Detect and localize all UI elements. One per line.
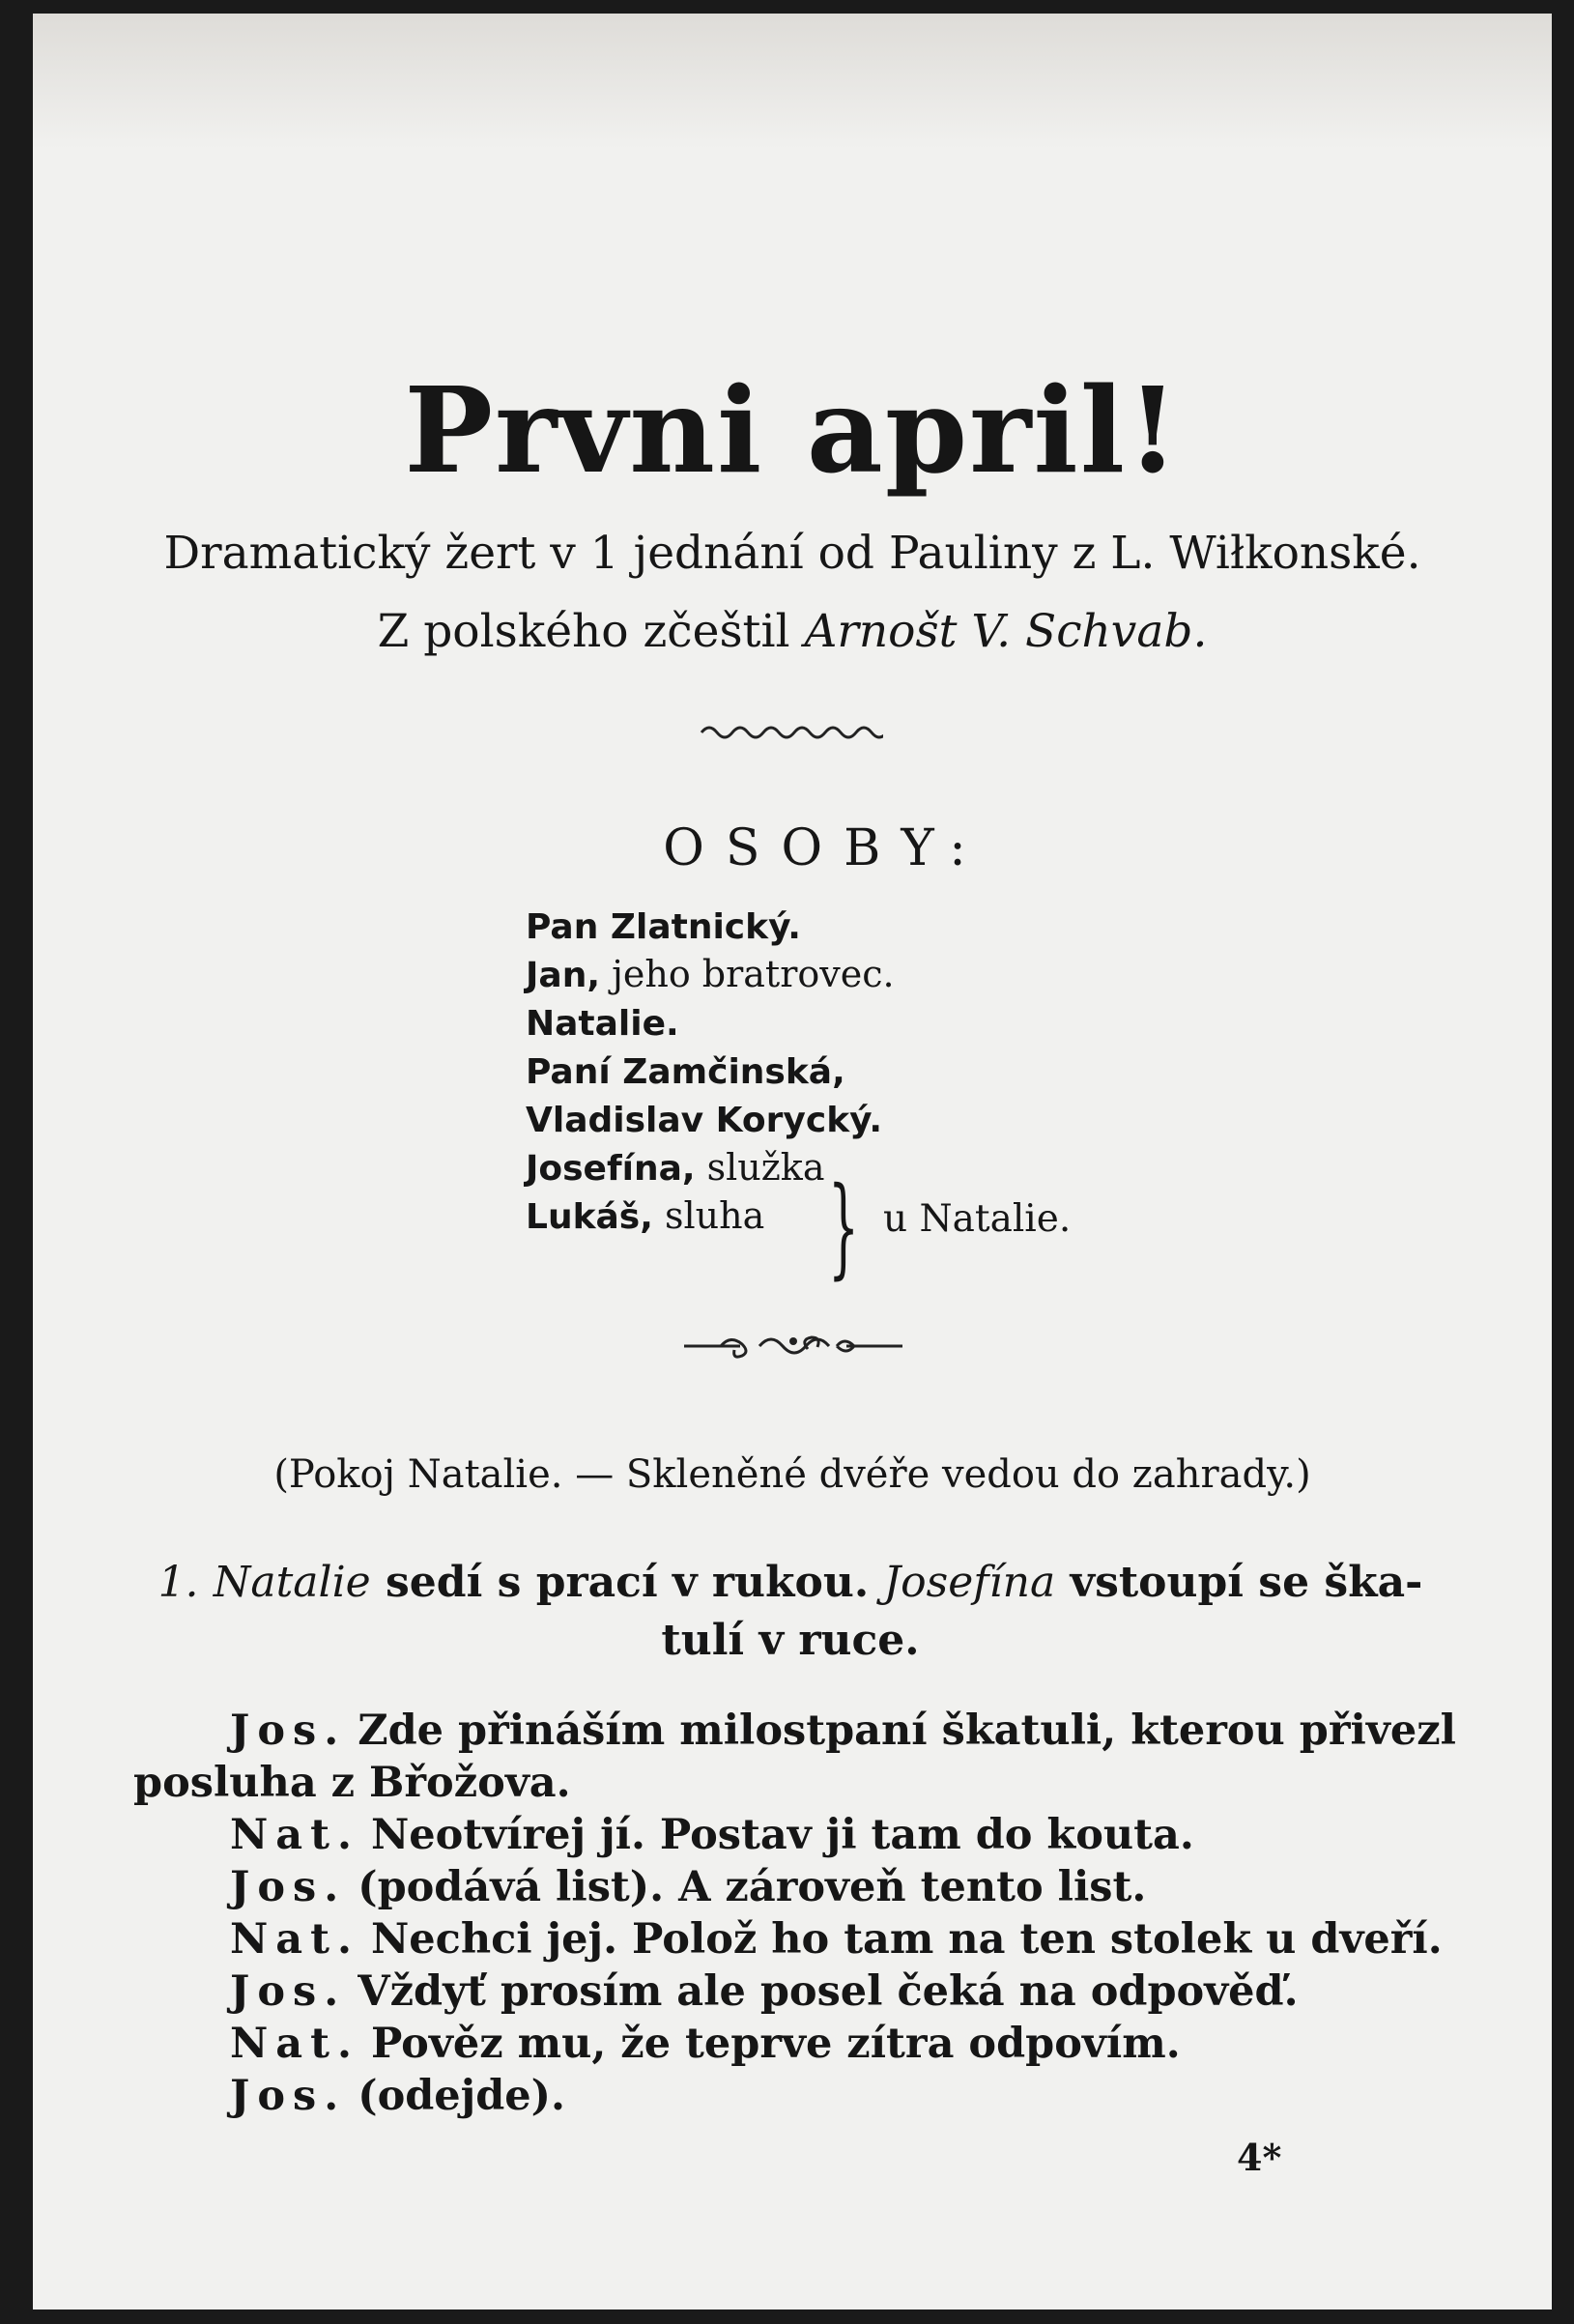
scene-direction	[133, 1554, 1447, 1670]
translator-line	[33, 605, 1552, 658]
scene-character: Josefína	[883, 1558, 1056, 1607]
speaker: Nat.	[230, 1915, 359, 1964]
dialogue-line: Nat. Neotvírej jí. Postav ji tam do kouta.	[230, 1811, 1194, 1859]
ornament-divider-icon	[682, 1330, 904, 1363]
cast-heading: OSOBY:	[663, 819, 987, 877]
speaker: Jos.	[230, 1967, 347, 2016]
play-title: Prvni april!	[404, 360, 1181, 500]
dialogue-line: posluha z Břožova.	[133, 1759, 571, 1807]
translator-name: Arnošt V. Schvab.	[804, 605, 1208, 658]
translator-prefix: Z polského zčeštil	[377, 605, 790, 658]
dialogue-line: Jos. (podává list). A zároveň tento list.	[230, 1863, 1147, 1911]
cast-item: Natalie.	[526, 1004, 679, 1044]
cast-item: Pan Zlatnický.	[526, 907, 801, 947]
speaker: Nat.	[230, 1811, 359, 1859]
brace-icon: }	[828, 1164, 860, 1290]
page-number: 4*	[1237, 2136, 1282, 2179]
wavy-divider-icon	[700, 721, 883, 742]
dialogue-line: Nat. Pověz mu, že teprve zítra odpovím.	[230, 2020, 1181, 2068]
dialogue-line: Jos. Vždyť prosím ale posel čeká na odpověď.	[230, 1967, 1299, 2016]
setting-description: (Pokoj Natalie. — Skleněné dvéře vedou do zahrady.)	[273, 1452, 1311, 1497]
cast-item: Paní Zamčinská,	[526, 1052, 845, 1092]
speaker: Jos.	[230, 1863, 347, 1911]
speaker: Jos.	[230, 1707, 347, 1755]
cast-item: Vladislav Korycký.	[526, 1101, 882, 1140]
scene-character: Natalie	[213, 1558, 371, 1607]
scene-line: 1. Natalie sedí s prací v rukou. Josefína vstoupí se ška-	[157, 1558, 1423, 1607]
speaker: Nat.	[230, 2020, 359, 2068]
book-page	[33, 14, 1552, 2310]
scene-line: tulí v ruce.	[661, 1616, 920, 1665]
dialogue-line: Nat. Nechci jej. Polož ho tam na ten stolek u dveří.	[230, 1915, 1443, 1964]
cast-item: Jan, jeho bratrovec.	[526, 953, 895, 995]
speaker: Jos.	[230, 2072, 347, 2120]
cast-item: Lukáš, sluha	[526, 1194, 765, 1237]
dialogue	[133, 1705, 1457, 2122]
dialogue-line: Jos. (odejde).	[230, 2072, 565, 2120]
scene-number: 1.	[157, 1558, 199, 1607]
dialogue-line: Jos. Zde přináším milostpaní škatuli, kterou přivezl	[230, 1707, 1456, 1755]
cast-group-label: u Natalie.	[883, 1197, 1072, 1241]
play-subtitle: Dramatický žert v 1 jednání od Pauliny z L. Wiłkonské.	[163, 527, 1421, 580]
cast-item: Josefína, služka	[526, 1146, 825, 1189]
